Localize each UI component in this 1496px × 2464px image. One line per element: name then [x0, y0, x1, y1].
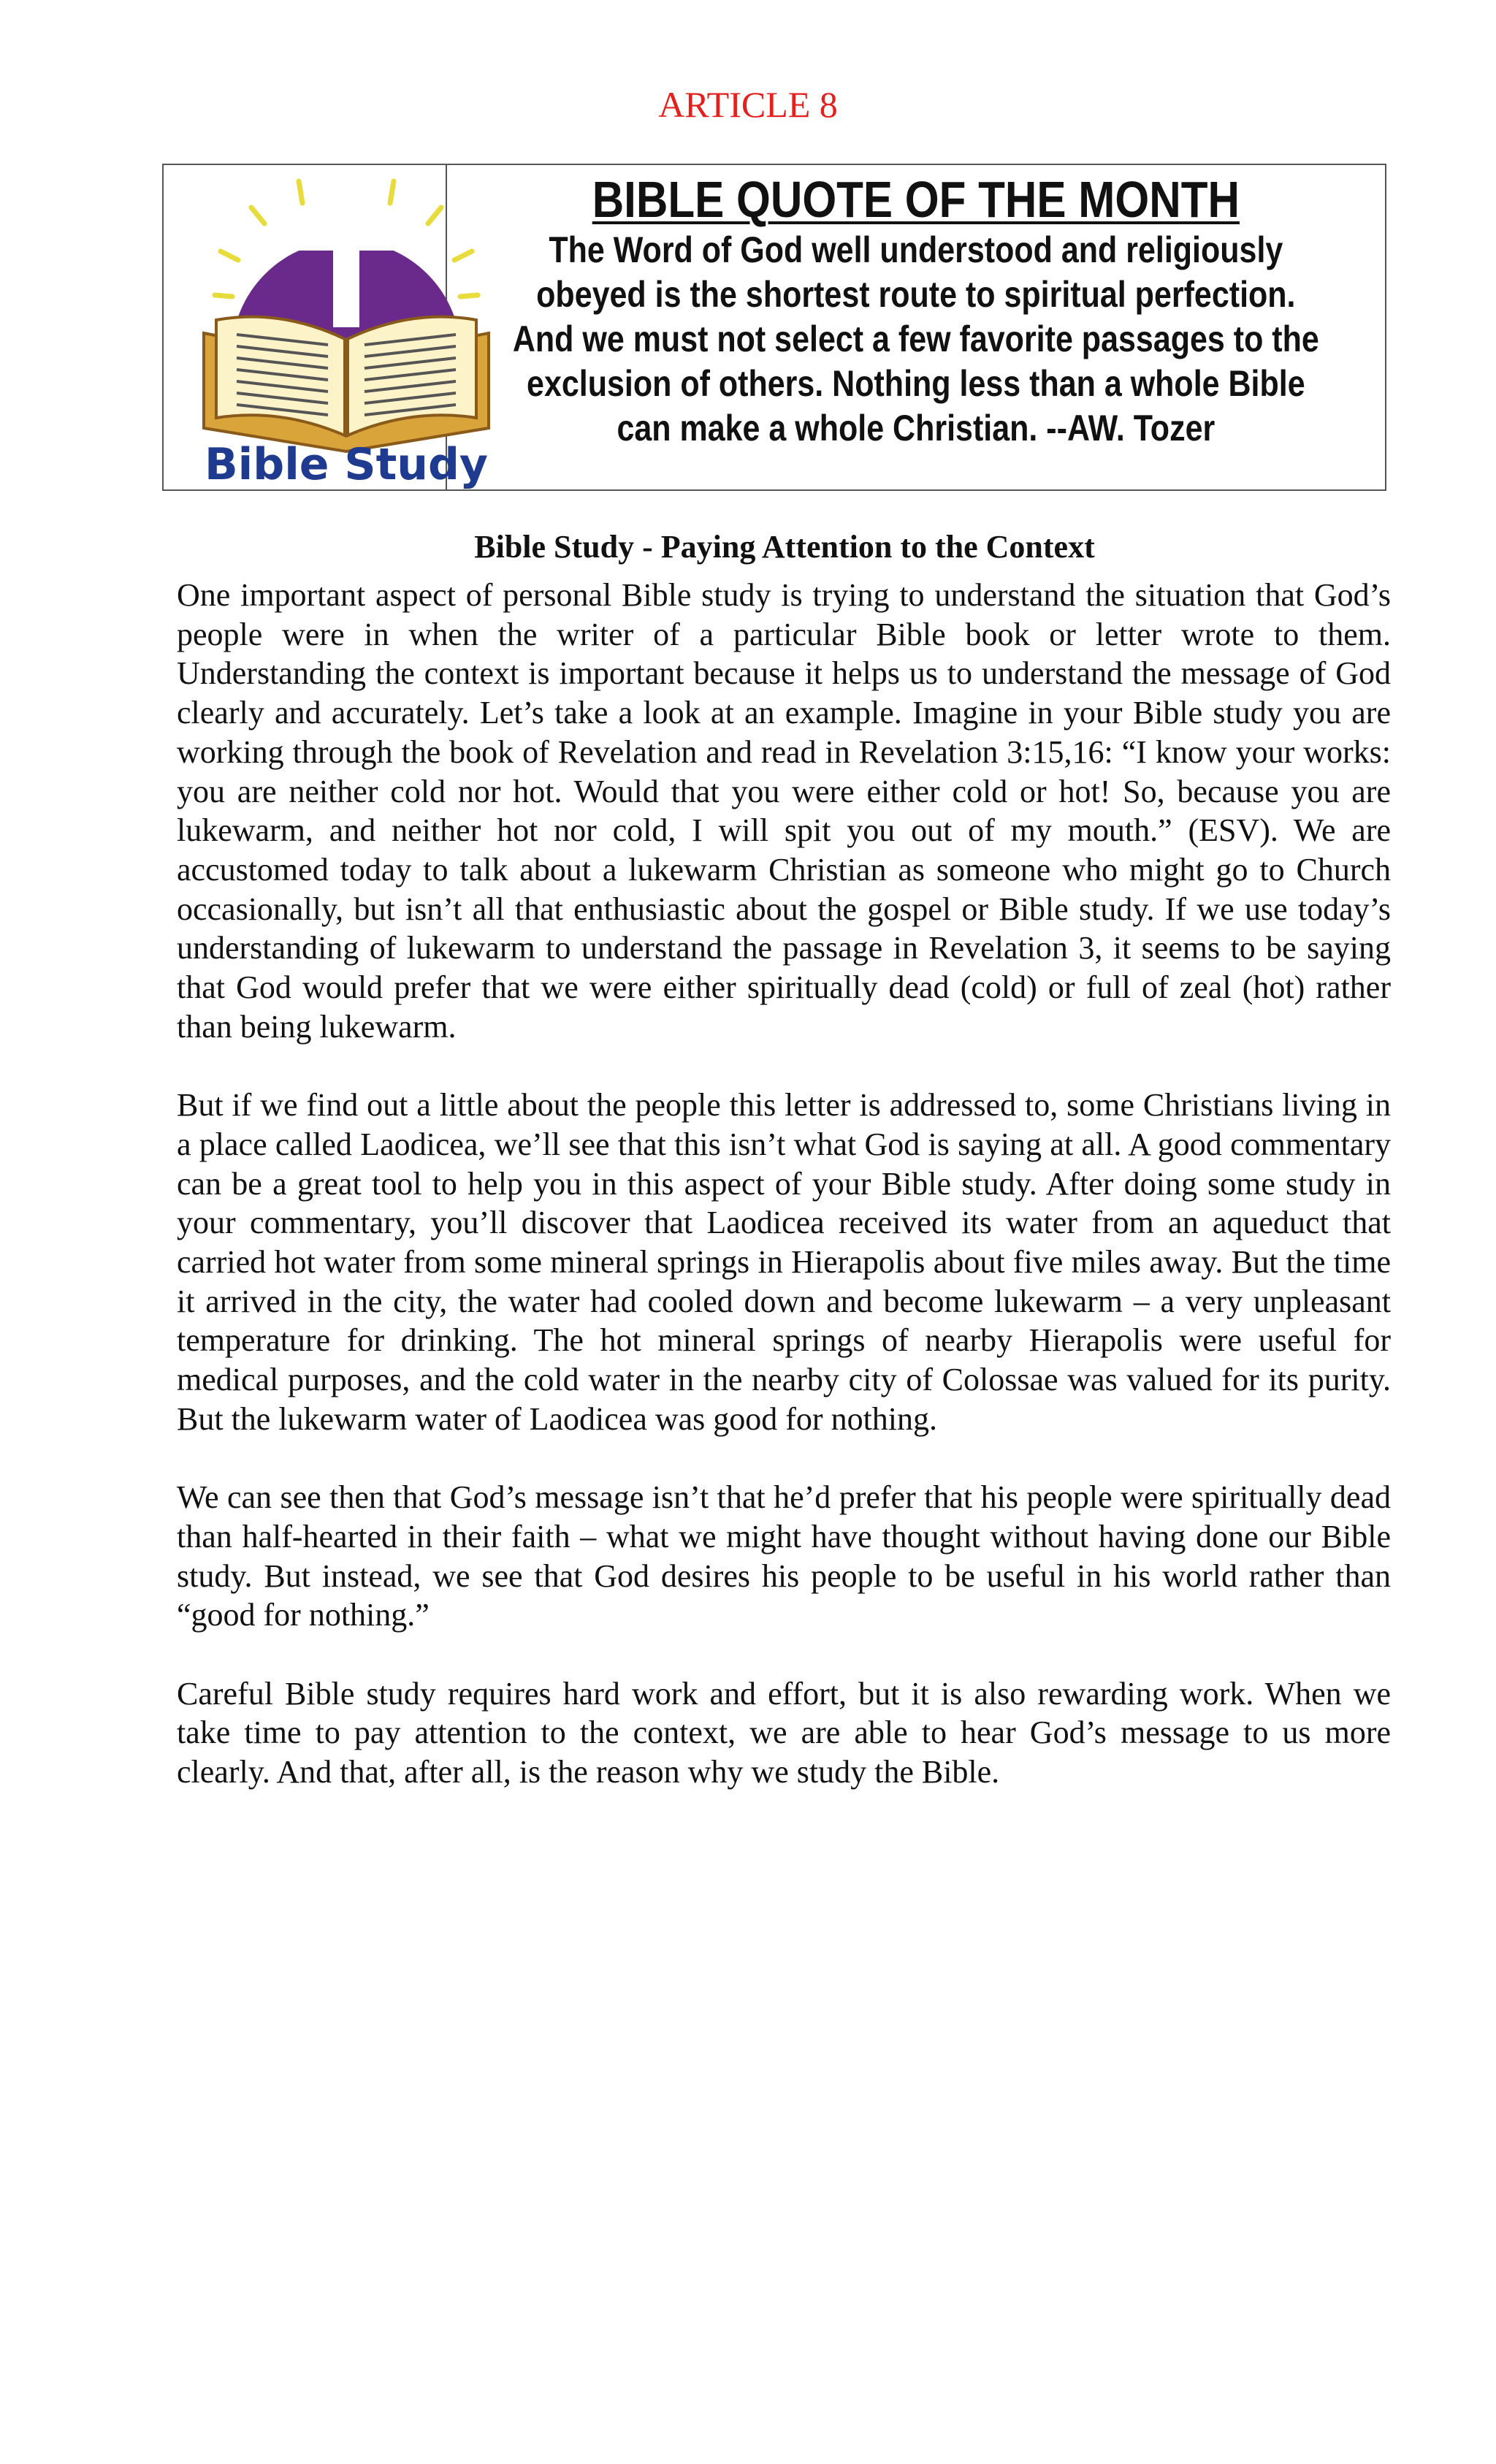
article-label: ARTICLE 8	[658, 84, 838, 125]
article-body	[177, 576, 1391, 1831]
quote-line: obeyed is the shortest route to spiritual perfection.	[536, 274, 1296, 316]
body-paragraph: Careful Bible study requires hard work and effort, but it is also rewarding work. When we take time to pay attention to the context, we are able to hear God’s message to us more clearly. And that, after all, is the reason why we study the Bible.	[177, 1675, 1391, 1790]
logo-text: Bible Study	[204, 439, 489, 490]
quote-content	[447, 165, 1385, 489]
quote-line: can make a whole Christian. --AW. Tozer	[617, 408, 1216, 449]
quote-line: exclusion of others. Nothing less than a whole Bible	[527, 363, 1305, 405]
body-paragraph: We can see then that God’s message isn’t that he’d prefer that his people were spiritually dead than half-hearted in their faith – what we might have thought without having done our Bible study. But instead, we see that God desires his people to be useful in his world rather than “good for nothing.”	[177, 1479, 1391, 1633]
quote-line: The Word of God well understood and religiously	[549, 229, 1283, 271]
quote-line: And we must not select a few favorite passages to the	[513, 319, 1320, 360]
quote-title: BIBLE QUOTE OF THE MONTH	[592, 171, 1240, 228]
quote-of-the-month-box	[162, 164, 1386, 491]
open-bible-cross-icon	[164, 165, 529, 491]
body-paragraph: But if we find out a little about the people this letter is addressed to, some Christians living in a place called Laodicea, we’ll see that this isn’t what God is saying at all. A good commentary can be a great tool to help you in this aspect of your Bible study. After doing some study in your commentary, you’ll discover that Laodicea received its water from an aqueduct that carried hot water from some mineral springs in Hierapolis about five miles away. But the time it arrived in the city, the water had cooled down and become lukewarm – a very unpleasant temperature for drinking. The hot mineral springs of nearby Hierapolis were useful for medical purposes, and the cold water in the nearby city of Colossae was valued for its purity. But the lukewarm water of Laodicea was good for nothing.	[177, 1087, 1391, 1437]
body-paragraph: One important aspect of personal Bible study is trying to understand the situation that God’s people were in when the writer of a particular Bible book or letter wrote to them. Understanding the context is important because it helps us to understand the message of God clearly and accurately. Let’s take a look at an example. Imagine in your Bible study you are working through the book of Revelation and read in Revelation 3:15,16: “I know your works: you are neither cold nor hot. Would that you were either cold or hot! So, because you are lukewarm, and neither hot nor cold, I will spit you out of my mouth.” (ESV). We are accustomed today to talk about a lukewarm Christian as someone who might go to Church occasionally, but isn’t all that enthusiastic about the gospel or Bible study. If we use today’s understanding of lukewarm to understand the passage in Revelation 3, it seems to be saying that God would prefer that we were either spiritually dead (cold) or full of zeal (hot) rather than being lukewarm.	[177, 577, 1391, 1045]
bible-study-logo	[164, 165, 489, 490]
section-heading: Bible Study - Paying Attention to the Context	[474, 529, 1095, 565]
